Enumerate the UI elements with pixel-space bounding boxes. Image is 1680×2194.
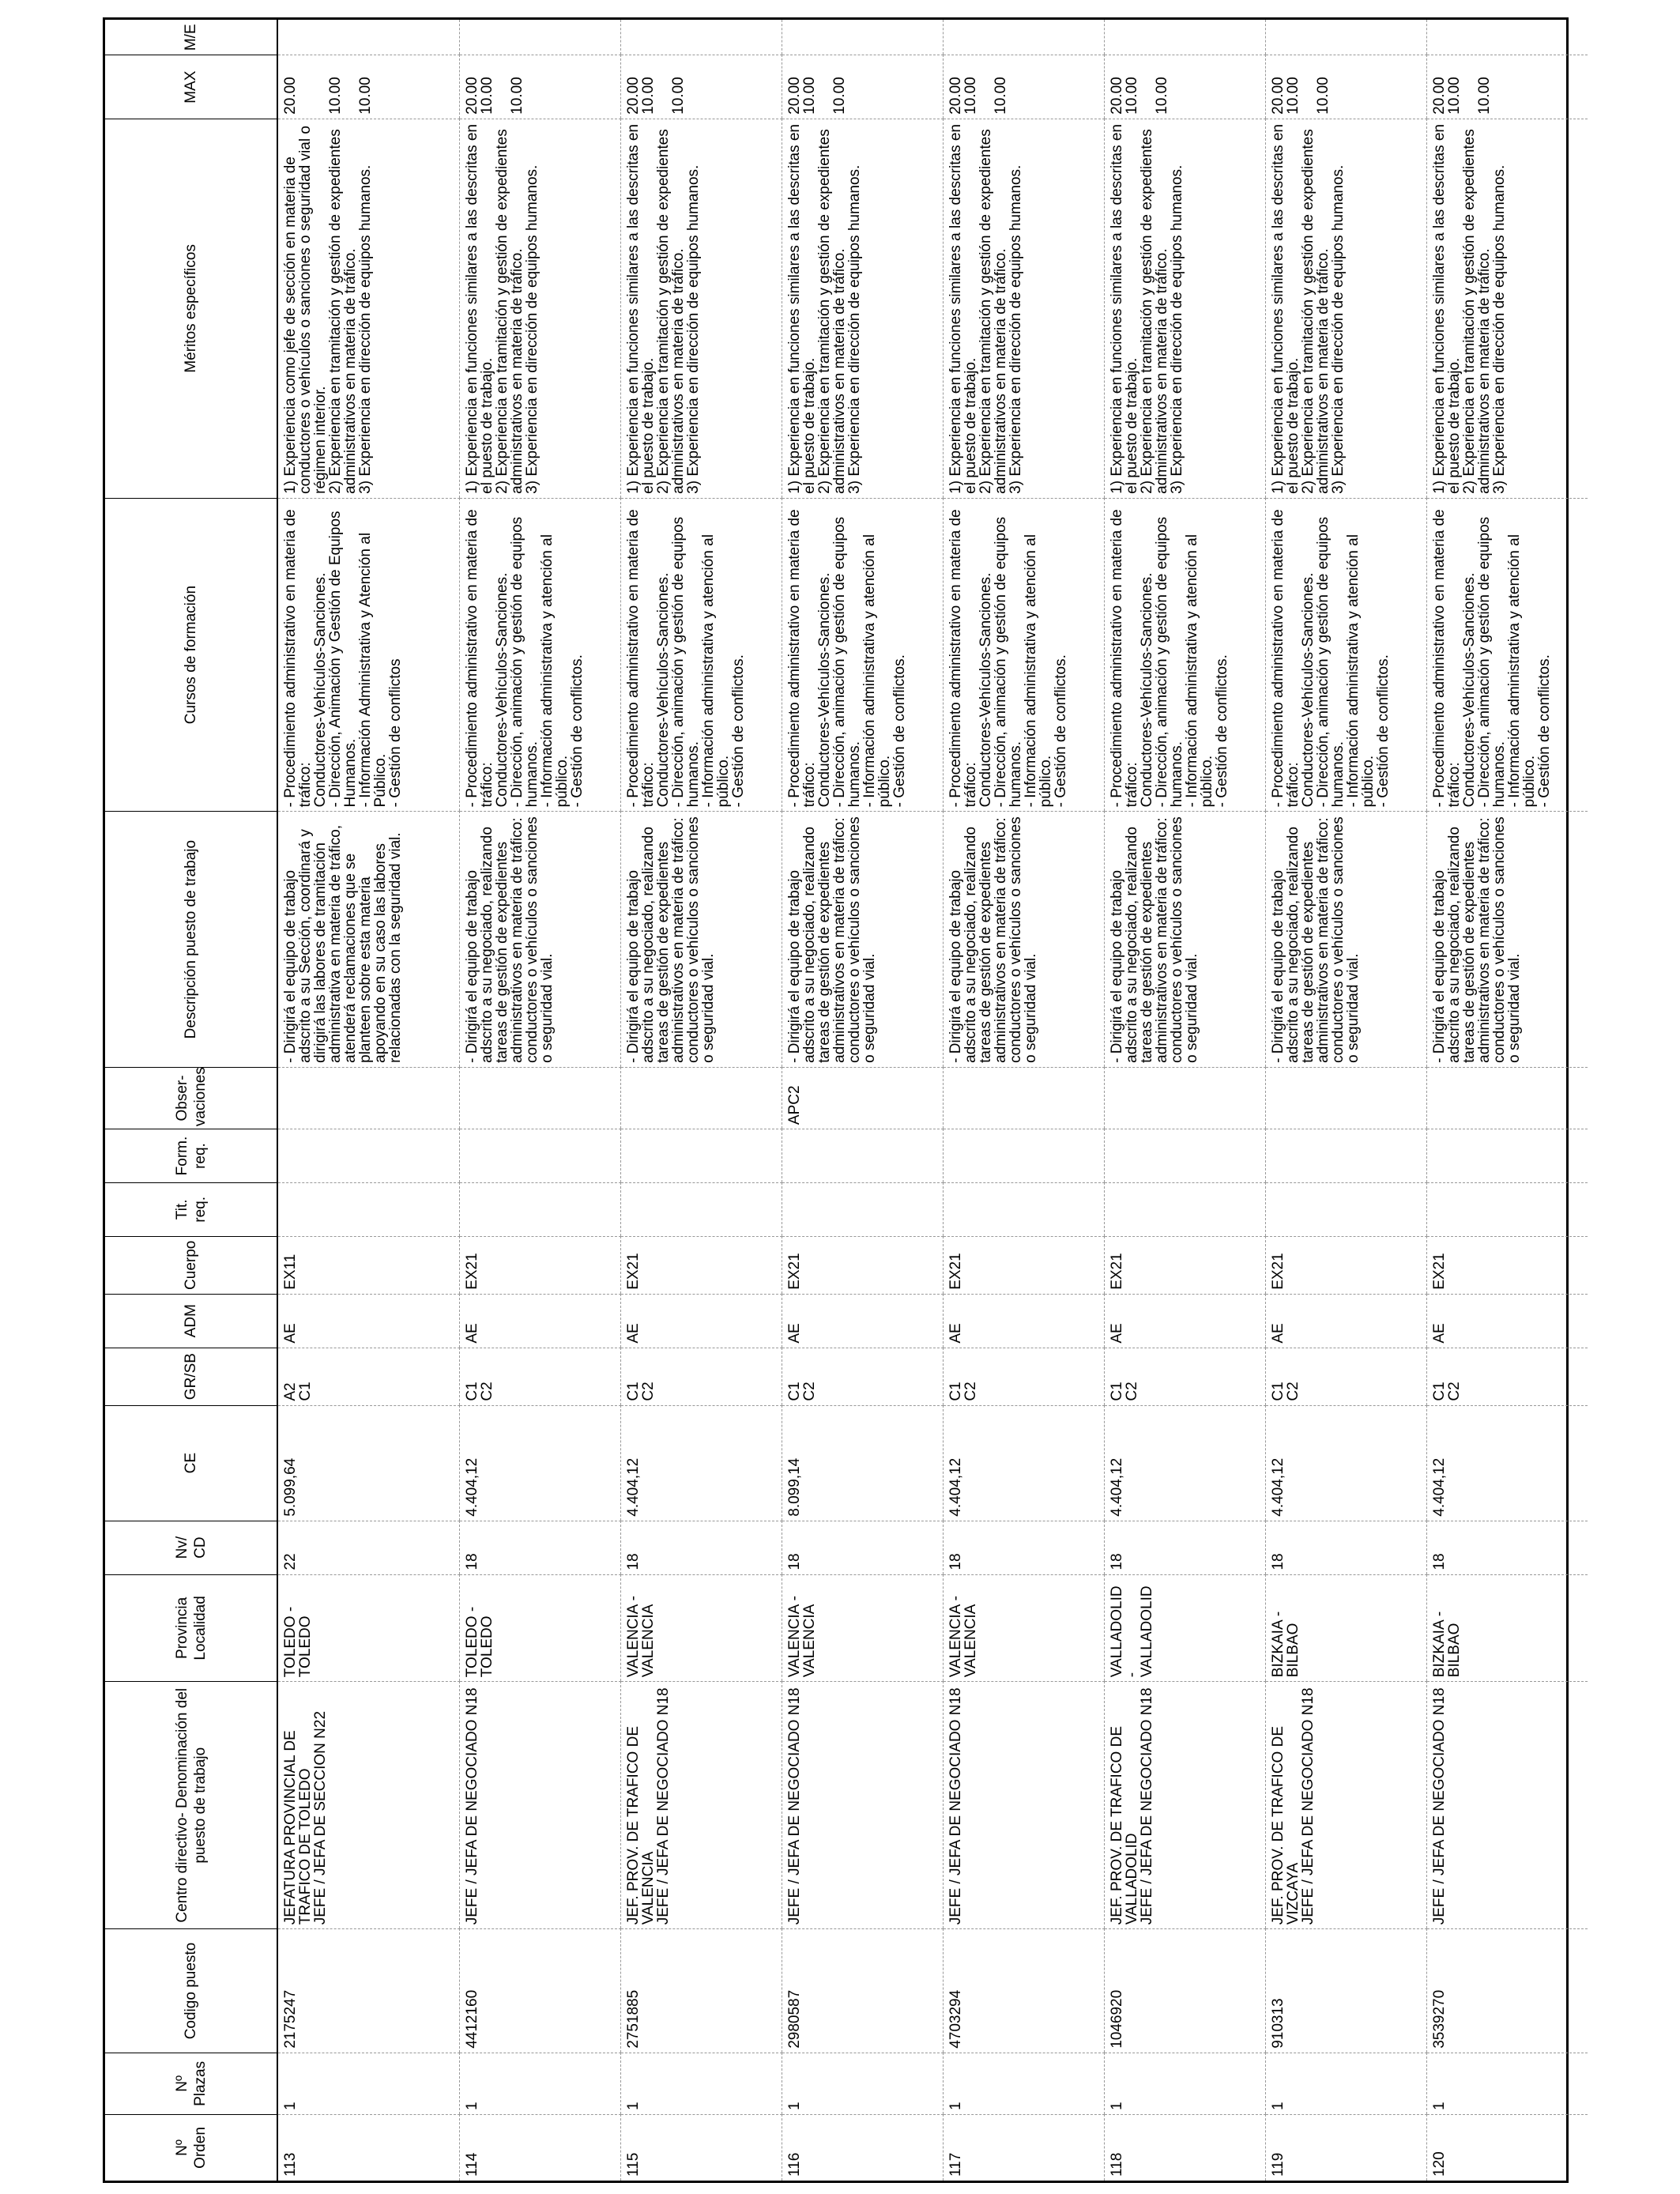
cell-descripcion: - Dirigirá el equipo de trabajo adscrito a su Sección, coordinará y dirigirá las labores de tramitación administrativa en materia de tráfico, atenderá reclamaciones que se planteen sobre esta materia apoyando en su caso las labores relacionadas con la seguridad vial. [277,812,459,1067]
table-row [620,20,782,2181]
cell-codigo: 1046920 [1104,1929,1265,2053]
cell-centro: JEFE / JEFA DE NEGOCIADO N18 [1426,1682,1588,1929]
cell-tit [277,1182,459,1236]
cell-cuerpo: EX21 [782,1236,943,1294]
cell-plazas: 1 [782,2053,943,2114]
cell-plazas: 1 [943,2053,1104,2114]
header-tit: Tit. req. [105,1182,277,1236]
cell-codigo: 2751885 [620,1929,782,2053]
cell-tit [459,1182,620,1236]
cell-plazas: 1 [620,2053,782,2114]
cell-descripcion: - Dirigirá el equipo de trabajo adscrito a su negociado, realizando tareas de gestión de expedientes administrativos en materia de tráfico: conductores o vehículos o sanciones o seguridad vial. [459,812,620,1067]
cell-ce: 5.099,64 [277,1405,459,1521]
cell-max: 20.00 10.00 10.00 [1426,55,1588,119]
header-orden: Nº Orden [105,2115,277,2181]
cell-me [1104,20,1265,55]
cell-ce: 4.404,12 [1104,1405,1265,1521]
cell-provincia: VALENCIA - VALENCIA [943,1574,1104,1682]
table-row [782,20,943,2181]
cell-meritos: 1) Experiencia en funciones similares a las descritas en el puesto de trabajo. 2) Experiencia en tramitación y gestión de expedientes administrativos en materia de tráfico. 3) Experiencia en dirección de equipos humanos. [459,119,620,498]
cell-form [1426,1129,1588,1183]
table-row [1426,20,1588,2181]
cell-meritos: 1) Experiencia en funciones similares a las descritas en el puesto de trabajo. 2) Experiencia en tramitación y gestión de expedientes administrativos en materia de tráfico. 3) Experiencia en dirección de equipos humanos. [1265,119,1426,498]
cell-provincia: VALENCIA - VALENCIA [782,1574,943,1682]
header-row [105,20,277,2181]
cell-plazas: 1 [1104,2053,1265,2114]
table-row [459,20,620,2181]
cell-provincia: VALENCIA - VALENCIA [620,1574,782,1682]
cell-me [943,20,1104,55]
cell-ce: 4.404,12 [1265,1405,1426,1521]
cell-centro: JEFATURA PROVINCIAL DE TRAFICO DE TOLEDO JEFE / JEFA DE SECCION N22 [277,1682,459,1929]
cell-orden: 115 [620,2115,782,2181]
cell-cursos: - Procedimiento administrativo en materia de tráfico: Conductores-Vehículos-Sanciones. - Dirección, animación y gestión de equipos humanos. - Información administrativa y atención al público. - Gestión de conflictos. [1426,498,1588,812]
cell-form [277,1129,459,1183]
cell-plazas: 1 [277,2053,459,2114]
cell-ce: 4.404,12 [459,1405,620,1521]
cell-max: 20.00 10.00 10.00 [1104,55,1265,119]
cell-me [1426,20,1588,55]
cell-centro: JEF. PROV. DE TRAFICO DE VALLADOLID JEFE / JEFA DE NEGOCIADO N18 [1104,1682,1265,1929]
cell-orden: 120 [1426,2115,1588,2181]
cell-grsb: A2 C1 [277,1348,459,1405]
cell-nvcd: 18 [1426,1521,1588,1574]
cell-adm: AE [782,1294,943,1348]
header-codigo: Codigo puesto [105,1929,277,2053]
cell-cursos: - Procedimiento administrativo en materia de tráfico: Conductores-Vehículos-Sanciones. - Dirección, animación y gestión de equipos humanos. - Información administrativa y atención al público. - Gestión de conflictos. [1104,498,1265,812]
table-row [943,20,1104,2181]
cell-nvcd: 18 [620,1521,782,1574]
cell-cuerpo: EX21 [1104,1236,1265,1294]
cell-cuerpo: EX21 [620,1236,782,1294]
cell-tit [943,1182,1104,1236]
cell-obs [1426,1067,1588,1129]
cell-centro: JEFE / JEFA DE NEGOCIADO N18 [459,1682,620,1929]
cell-descripcion: - Dirigirá el equipo de trabajo adscrito a su negociado, realizando tareas de gestión de expedientes administrativos en materia de tráfico: conductores o vehículos o sanciones o seguridad vial. [1426,812,1588,1067]
cell-form [943,1129,1104,1183]
cell-meritos: 1) Experiencia en funciones similares a las descritas en el puesto de trabajo. 2) Experiencia en tramitación y gestión de expedientes administrativos en materia de tráfico. 3) Experiencia en dirección de equipos humanos. [1104,119,1265,498]
table-row [277,20,459,2181]
cell-tit [620,1182,782,1236]
cell-nvcd: 18 [1265,1521,1426,1574]
cell-adm: AE [943,1294,1104,1348]
header-plazas: Nº Plazas [105,2053,277,2114]
cell-descripcion: - Dirigirá el equipo de trabajo adscrito a su negociado, realizando tareas de gestión de expedientes administrativos en materia de tráfico: conductores o vehículos o sanciones o seguridad vial. [620,812,782,1067]
cell-max: 20.00 10.00 10.00 [459,55,620,119]
cell-form [1265,1129,1426,1183]
cell-cursos: - Procedimiento administrativo en materia de tráfico: Conductores-Vehículos-Sanciones. - Dirección, animación y gestión de equipos humanos. - Información administrativa y atención al público. - Gestión de conflictos. [1265,498,1426,812]
cell-grsb: C1 C2 [620,1348,782,1405]
job-positions-table [105,20,1588,2181]
cell-orden: 119 [1265,2115,1426,2181]
cell-orden: 118 [1104,2115,1265,2181]
cell-adm: AE [1426,1294,1588,1348]
header-form: Form. req. [105,1129,277,1183]
header-adm: ADM [105,1294,277,1348]
header-grsb: GR/SB [105,1348,277,1405]
cell-form [782,1129,943,1183]
cell-grsb: C1 C2 [459,1348,620,1405]
cell-nvcd: 18 [1104,1521,1265,1574]
cell-codigo: 3539270 [1426,1929,1588,2053]
header-obs: Obser- vaciones [105,1067,277,1129]
cell-form [620,1129,782,1183]
cell-grsb: C1 C2 [1426,1348,1588,1405]
cell-max: 20.00 10.00 10.00 [620,55,782,119]
cell-provincia: BIZKAIA - BILBAO [1265,1574,1426,1682]
cell-centro: JEF. PROV. DE TRAFICO DE VIZCAYA JEFE / JEFA DE NEGOCIADO N18 [1265,1682,1426,1929]
cell-provincia: VALLADOLID - VALLADOLID [1104,1574,1265,1682]
cell-adm: AE [1104,1294,1265,1348]
cell-obs [1265,1067,1426,1129]
header-centro: Centro directivo- Denominación del puesto de trabajo [105,1682,277,1929]
cell-provincia: TOLEDO - TOLEDO [277,1574,459,1682]
cell-descripcion: - Dirigirá el equipo de trabajo adscrito a su negociado, realizando tareas de gestión de expedientes administrativos en materia de tráfico: conductores o vehículos o sanciones o seguridad vial. [782,812,943,1067]
cell-descripcion: - Dirigirá el equipo de trabajo adscrito a su negociado, realizando tareas de gestión de expedientes administrativos en materia de tráfico: conductores o vehículos o sanciones o seguridad vial. [1104,812,1265,1067]
cell-meritos: 1) Experiencia en funciones similares a las descritas en el puesto de trabajo. 2) Experiencia en tramitación y gestión de expedientes administrativos en materia de tráfico. 3) Experiencia en dirección de equipos humanos. [1426,119,1588,498]
header-meritos: Méritos específicos [105,119,277,498]
cell-codigo: 2175247 [277,1929,459,2053]
cell-cursos: - Procedimiento administrativo en materia de tráfico: Conductores-Vehículos-Sanciones. - Dirección, animación y gestión de equipos humanos. - Información administrativa y atención al público. - Gestión de conflictos. [943,498,1104,812]
header-nvcd: Nv/ CD [105,1521,277,1574]
cell-plazas: 1 [1426,2053,1588,2114]
cell-nvcd: 18 [943,1521,1104,1574]
table-row [1265,20,1426,2181]
header-me: M/E [105,20,277,55]
header-ce: CE [105,1405,277,1521]
cell-grsb: C1 C2 [1265,1348,1426,1405]
cell-codigo: 910313 [1265,1929,1426,2053]
cell-tit [1426,1182,1588,1236]
cell-cuerpo: EX21 [459,1236,620,1294]
cell-grsb: C1 C2 [782,1348,943,1405]
cell-orden: 113 [277,2115,459,2181]
header-max: MAX [105,55,277,119]
cell-orden: 117 [943,2115,1104,2181]
cell-centro: JEFE / JEFA DE NEGOCIADO N18 [782,1682,943,1929]
cell-nvcd: 18 [459,1521,620,1574]
cell-tit [1104,1182,1265,1236]
cell-max: 20.00 10.00 10.00 [943,55,1104,119]
cell-adm: AE [620,1294,782,1348]
cell-me [1265,20,1426,55]
cell-obs [459,1067,620,1129]
cell-obs [277,1067,459,1129]
cell-codigo: 2980587 [782,1929,943,2053]
cell-cuerpo: EX21 [1426,1236,1588,1294]
cell-nvcd: 18 [782,1521,943,1574]
cell-orden: 114 [459,2115,620,2181]
cell-max: 20.00 10.00 10.00 [1265,55,1426,119]
cell-centro: JEF. PROV. DE TRAFICO DE VALENCIA JEFE / JEFA DE NEGOCIADO N18 [620,1682,782,1929]
cell-meritos: 1) Experiencia en funciones similares a las descritas en el puesto de trabajo. 2) Experiencia en tramitación y gestión de expedientes administrativos en materia de tráfico. 3) Experiencia en dirección de equipos humanos. [782,119,943,498]
cell-max: 20.00 10.00 10.00 [277,55,459,119]
cell-adm: AE [277,1294,459,1348]
cell-me [277,20,459,55]
cell-grsb: C1 C2 [943,1348,1104,1405]
cell-adm: AE [459,1294,620,1348]
cell-provincia: TOLEDO - TOLEDO [459,1574,620,1682]
cell-obs: APC2 [782,1067,943,1129]
cell-obs [943,1067,1104,1129]
cell-centro: JEFE / JEFA DE NEGOCIADO N18 [943,1682,1104,1929]
cell-descripcion: - Dirigirá el equipo de trabajo adscrito a su negociado, realizando tareas de gestión de expedientes administrativos en materia de tráfico: conductores o vehículos o sanciones o seguridad vial. [943,812,1104,1067]
cell-ce: 4.404,12 [1426,1405,1588,1521]
cell-cursos: - Procedimiento administrativo en materia de tráfico: Conductores-Vehículos-Sanciones. - Dirección, Animación y Gestión de Equipos Humanos. - Información Administrativa y Atención al Público. - Gestión de conflictos [277,498,459,812]
cell-grsb: C1 C2 [1104,1348,1265,1405]
cell-cuerpo: EX21 [1265,1236,1426,1294]
cell-orden: 116 [782,2115,943,2181]
cell-nvcd: 22 [277,1521,459,1574]
cell-me [782,20,943,55]
header-provincia: Provincia Localidad [105,1574,277,1682]
cell-plazas: 1 [1265,2053,1426,2114]
cell-provincia: BIZKAIA - BILBAO [1426,1574,1588,1682]
cell-plazas: 1 [459,2053,620,2114]
cell-obs [1104,1067,1265,1129]
cell-ce: 8.099,14 [782,1405,943,1521]
cell-tit [1265,1182,1426,1236]
cell-meritos: 1) Experiencia en funciones similares a las descritas en el puesto de trabajo. 2) Experiencia en tramitación y gestión de expedientes administrativos en materia de tráfico. 3) Experiencia en dirección de equipos humanos. [620,119,782,498]
rotated-table-frame [103,17,1569,2183]
cell-cursos: - Procedimiento administrativo en materia de tráfico: Conductores-Vehículos-Sanciones. - Dirección, animación y gestión de equipos humanos. - Información administrativa y atención al público. - Gestión de conflictos. [620,498,782,812]
table-row [1104,20,1265,2181]
cell-descripcion: - Dirigirá el equipo de trabajo adscrito a su negociado, realizando tareas de gestión de expedientes administrativos en materia de tráfico: conductores o vehículos o sanciones o seguridad vial. [1265,812,1426,1067]
cell-cursos: - Procedimiento administrativo en materia de tráfico: Conductores-Vehículos-Sanciones. - Dirección, animación y gestión de equipos humanos. - Información administrativa y atención al público. - Gestión de conflictos. [782,498,943,812]
cell-obs [620,1067,782,1129]
cell-cuerpo: EX11 [277,1236,459,1294]
cell-tit [782,1182,943,1236]
cell-cursos: - Procedimiento administrativo en materia de tráfico: Conductores-Vehículos-Sanciones. - Dirección, animación y gestión de equipos humanos. - Información administrativa y atención al público. - Gestión de conflictos. [459,498,620,812]
cell-me [459,20,620,55]
cell-form [1104,1129,1265,1183]
cell-ce: 4.404,12 [620,1405,782,1521]
header-cuerpo: Cuerpo [105,1236,277,1294]
cell-cuerpo: EX21 [943,1236,1104,1294]
header-descripcion: Descripción puesto de trabajo [105,812,277,1067]
cell-form [459,1129,620,1183]
cell-meritos: 1) Experiencia en funciones similares a las descritas en el puesto de trabajo. 2) Experiencia en tramitación y gestión de expedientes administrativos en materia de tráfico. 3) Experiencia en dirección de equipos humanos. [943,119,1104,498]
cell-max: 20.00 10.00 10.00 [782,55,943,119]
cell-meritos: 1) Experiencia como jefe de sección en materia de conductores o vehículos o sanciones o seguridad vial o régimen interior. 2) Experiencia en tramitación y gestión de expedientes administrativos en materia de tráfico. 3) Experiencia en dirección de equipos humanos. [277,119,459,498]
cell-me [620,20,782,55]
cell-adm: AE [1265,1294,1426,1348]
header-cursos: Cursos de formación [105,498,277,812]
cell-codigo: 4412160 [459,1929,620,2053]
cell-ce: 4.404,12 [943,1405,1104,1521]
cell-codigo: 4703294 [943,1929,1104,2053]
